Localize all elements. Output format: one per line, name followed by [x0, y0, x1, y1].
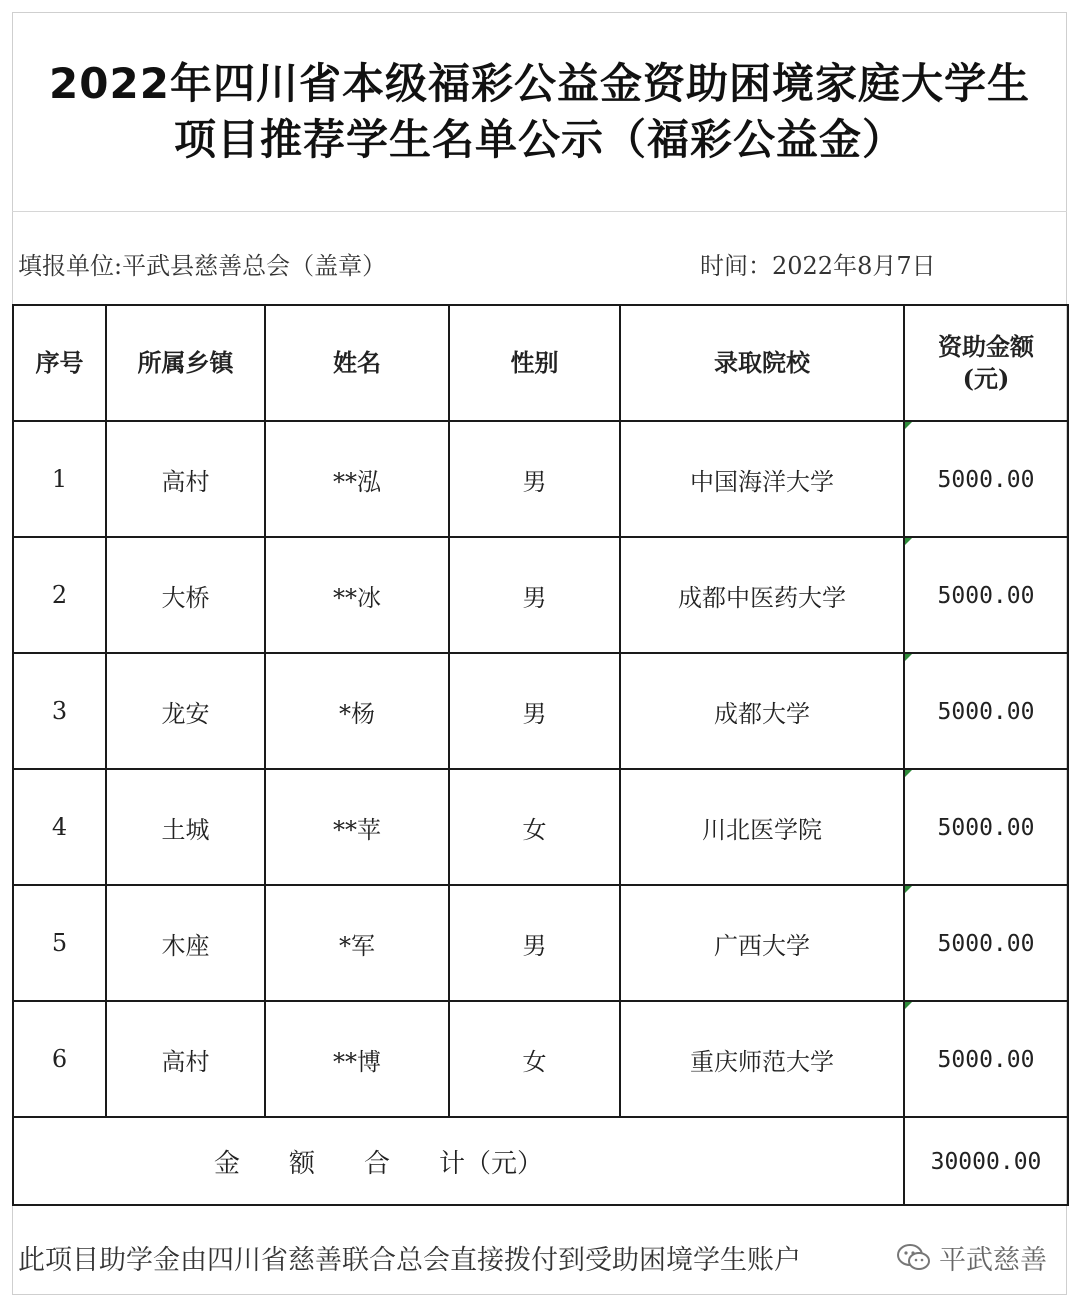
cell-amount [904, 421, 1068, 537]
cell-marker-icon [905, 1002, 912, 1009]
total-value [904, 1117, 1068, 1205]
cell-marker-icon [905, 886, 912, 893]
table-row [13, 421, 1068, 537]
header-name: 姓名 [265, 305, 449, 421]
cell-school: 中国海洋大学 [620, 421, 904, 537]
cell-name: *军 [265, 885, 449, 1001]
reporting-unit: 填报单位:平武县慈善总会（盖章） [18, 252, 387, 280]
total-label-text [14, 1143, 903, 1180]
watermark-text: 平武慈善 [939, 1245, 1047, 1276]
cell-index: 5 [13, 885, 106, 1001]
cell-index: 2 [13, 537, 106, 653]
page-title-line-2: 项目推荐学生名单公示（福彩公益金） [173, 114, 905, 164]
total-label-char: 计（元） [438, 1148, 543, 1179]
cell-gender: 女 [449, 1001, 620, 1117]
cell-gender: 女 [449, 769, 620, 885]
total-label-char: 合 [363, 1148, 390, 1179]
cell-school: 重庆师范大学 [620, 1001, 904, 1117]
table-header-row [13, 305, 1068, 421]
cell-amount [904, 653, 1068, 769]
cell-index: 3 [13, 653, 106, 769]
cell-school: 广西大学 [620, 885, 904, 1001]
cell-town: 土城 [106, 769, 265, 885]
cell-town: 高村 [106, 421, 265, 537]
cell-name: **博 [265, 1001, 449, 1117]
cell-gender: 男 [449, 653, 620, 769]
table-row [13, 885, 1068, 1001]
table-row [13, 537, 1068, 653]
cell-amount-value: 5000.00 [937, 815, 1035, 841]
cell-gender: 男 [449, 885, 620, 1001]
footer-note: 此项目助学金由四川省慈善联合总会直接拨付到受助困境学生账户 [18, 1245, 801, 1276]
cell-amount-value: 5000.00 [937, 1047, 1035, 1073]
cell-amount-value: 5000.00 [937, 467, 1035, 493]
cell-amount-value: 5000.00 [937, 583, 1035, 609]
total-row [13, 1117, 1068, 1205]
cell-town: 高村 [106, 1001, 265, 1117]
total-label-char: 额 [288, 1148, 315, 1179]
cell-name: **冰 [265, 537, 449, 653]
table-row [13, 1001, 1068, 1117]
meta-row [12, 212, 1067, 304]
cell-town: 大桥 [106, 537, 265, 653]
table-row [13, 769, 1068, 885]
cell-school: 成都中医药大学 [620, 537, 904, 653]
cell-amount [904, 885, 1068, 1001]
page-title-line-1: 2022年四川省本级福彩公益金资助困境家庭大学生 [49, 58, 1030, 108]
header-amount-unit: (元) [962, 364, 1010, 393]
watermark [895, 1238, 1047, 1277]
table-row [13, 653, 1068, 769]
cell-index: 4 [13, 769, 106, 885]
cell-amount [904, 1001, 1068, 1117]
cell-index: 1 [13, 421, 106, 537]
header-amount-label: 资助金额 [938, 332, 1034, 361]
cell-school: 成都大学 [620, 653, 904, 769]
cell-name: **苹 [265, 769, 449, 885]
cell-index: 6 [13, 1001, 106, 1117]
header-amount [904, 305, 1068, 421]
cell-marker-icon [905, 422, 912, 429]
cell-amount-value: 5000.00 [937, 699, 1035, 725]
cell-town: 龙安 [106, 653, 265, 769]
cell-name: **泓 [265, 421, 449, 537]
total-label-char: 金 [214, 1148, 241, 1179]
header-school: 录取院校 [620, 305, 904, 421]
report-date: 时间：2022年8月7日 [700, 252, 936, 280]
cell-amount [904, 537, 1068, 653]
header-town: 所属乡镇 [106, 305, 265, 421]
total-value-text: 30000.00 [930, 1149, 1042, 1175]
cell-marker-icon [905, 654, 912, 661]
total-label [13, 1117, 904, 1205]
cell-marker-icon [905, 538, 912, 545]
cell-amount [904, 769, 1068, 885]
cell-gender: 男 [449, 537, 620, 653]
cell-school: 川北医学院 [620, 769, 904, 885]
cell-marker-icon [905, 770, 912, 777]
title-block [12, 12, 1067, 212]
cell-gender: 男 [449, 421, 620, 537]
cell-name: *杨 [265, 653, 449, 769]
cell-amount-value: 5000.00 [937, 931, 1035, 957]
header-gender: 性别 [449, 305, 620, 421]
cell-town: 木座 [106, 885, 265, 1001]
header-index: 序号 [13, 305, 106, 421]
wechat-icon [895, 1242, 933, 1274]
student-roster-table [12, 304, 1069, 1206]
